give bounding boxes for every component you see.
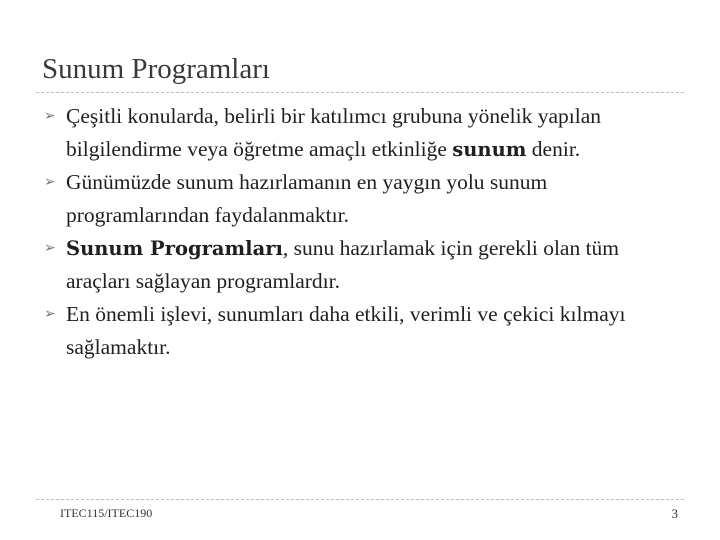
arrow-bullet-icon: ➢ — [44, 240, 56, 256]
bullet-item — [44, 100, 684, 166]
footer-divider — [36, 499, 684, 500]
footer-course-code: ITEC115/ITEC190 — [60, 506, 153, 520]
arrow-bullet-icon: ➢ — [44, 108, 56, 124]
bullet-item — [44, 166, 684, 232]
bullet-text: Çeşitli konularda, belirli bir katılımcı grubuna yönelik yapılan bilgilendirme veya öğretme amaçlı etkinliğe — [66, 104, 601, 161]
arrow-bullet-icon: ➢ — [44, 174, 56, 190]
bullet-text-emphasis: Sunum Programları — [66, 237, 283, 260]
bullet-list — [44, 100, 684, 364]
slide-title: Sunum Programları — [42, 53, 270, 85]
bullet-text: , sunu hazırlamak için gerekli olan tüm araçları sağlayan programlardır. — [66, 236, 620, 293]
bullet-text-emphasis: sunum — [452, 138, 527, 161]
bullet-text: Günümüzde sunum hazırlamanın en yaygın yolu sunum programlarından faydalanmaktır. — [66, 170, 548, 227]
bullet-text: denir. — [526, 137, 581, 161]
page-number: 3 — [671, 506, 678, 521]
title-divider — [36, 92, 684, 93]
arrow-bullet-icon: ➢ — [44, 306, 56, 322]
bullet-text: En önemli işlevi, sunumları daha etkili, verimli ve çekici kılmayı sağlamaktır. — [66, 302, 626, 359]
bullet-item — [44, 298, 684, 364]
bullet-item — [44, 232, 684, 298]
